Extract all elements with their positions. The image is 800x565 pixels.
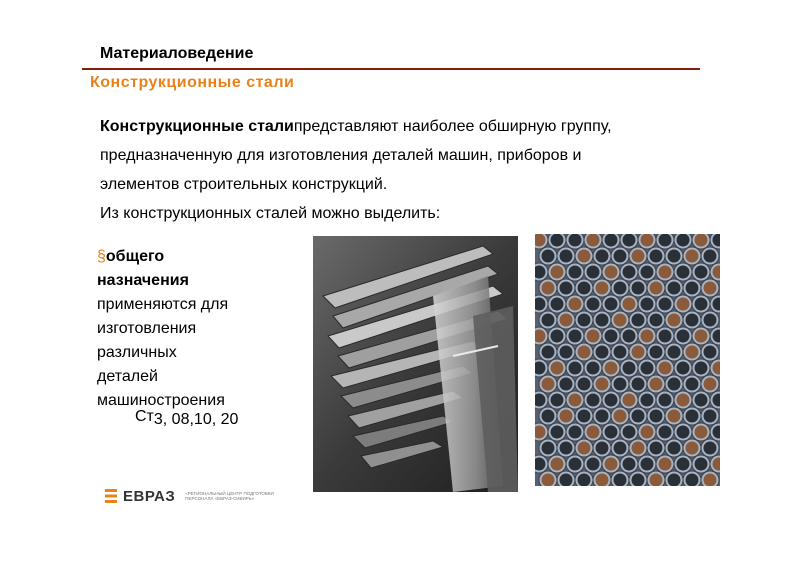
pipe-bore [542, 474, 555, 487]
pipe-bore [587, 298, 600, 311]
pipe-bore [668, 410, 681, 423]
pipe-bore [641, 362, 654, 375]
intro-line-1-rest: представляют наиболее обширную группу, [293, 118, 612, 135]
pipe-bore [632, 474, 645, 487]
pipe-bore [569, 330, 582, 343]
intro-line-2: предназначенную для изготовления деталей машин, приборов и [100, 147, 582, 164]
pipe-bore [614, 410, 627, 423]
pipe-bore [650, 346, 663, 359]
pipe-bore [704, 314, 717, 327]
pipe-bore [542, 410, 555, 423]
pipe-bore [542, 314, 555, 327]
pipe-bore [578, 346, 591, 359]
evraz-wordmark: ЕВРАЗ [123, 487, 176, 505]
pipe-bore [578, 250, 591, 263]
pipe-bore [551, 234, 564, 247]
pipe-bore [578, 282, 591, 295]
pipe-bore [641, 394, 654, 407]
pipe-bore [587, 362, 600, 375]
bullet-heading [97, 245, 307, 269]
pipe-bore [668, 346, 681, 359]
steel-bars-photo [313, 236, 518, 492]
pipe-bore [551, 458, 564, 471]
intro-paragraph [100, 112, 720, 228]
bullet-general-purpose [97, 245, 307, 413]
pipe-bore [587, 266, 600, 279]
pipe-bore [695, 234, 708, 247]
pipe-bore [596, 442, 609, 455]
pipe-bore [569, 458, 582, 471]
pipe-bore [641, 458, 654, 471]
pipe-bore [605, 426, 618, 439]
pipe-bore [668, 474, 681, 487]
intro-term: Конструкционные стали [100, 118, 294, 135]
intro-line-1 [100, 112, 720, 141]
pipe-bore [605, 362, 618, 375]
pipe-bore [668, 442, 681, 455]
pipe-bore [695, 458, 708, 471]
evraz-logo-mark-icon [105, 489, 117, 503]
pipe-bore [632, 346, 645, 359]
logo-caption: «РЕГИОНАЛЬНЫЙ ЦЕНТР ПОДГОТОВКИ ПЕРСОНАЛА «ЕВРАЗ-СИБИРЬ» [185, 491, 274, 501]
pipe-bore [659, 298, 672, 311]
pipe-bore [659, 362, 672, 375]
evraz-logo [105, 486, 285, 506]
pipe-bore [560, 250, 573, 263]
pipe-bore [695, 266, 708, 279]
pipe-bore [704, 410, 717, 423]
pipe-bore [641, 266, 654, 279]
bullet-marker: § [97, 248, 106, 265]
pipe-bore [542, 346, 555, 359]
pipe-bore [659, 330, 672, 343]
pipe-bore [659, 394, 672, 407]
pipe-bore [560, 346, 573, 359]
pipe-bore [542, 378, 555, 391]
pipe-bore [560, 314, 573, 327]
pipe-bore [605, 394, 618, 407]
pipe-bore [551, 426, 564, 439]
pipe-bore [695, 362, 708, 375]
pipe-bore [578, 474, 591, 487]
pipe-bore [704, 442, 717, 455]
pipe-bore [677, 458, 690, 471]
pipe-bore [668, 378, 681, 391]
pipe-bore [677, 330, 690, 343]
pipe-bore [614, 282, 627, 295]
pipe-bore [623, 362, 636, 375]
pipe-bore [614, 314, 627, 327]
pipe-bore [677, 394, 690, 407]
pipe-bore [650, 314, 663, 327]
pipe-bore [578, 378, 591, 391]
pipe-bore [677, 362, 690, 375]
pipe-bore [650, 474, 663, 487]
pipe-bore [623, 426, 636, 439]
pipe-bore [641, 330, 654, 343]
pipe-bore [560, 474, 573, 487]
intro-line-4: Из конструкционных сталей можно выделить: [100, 205, 441, 222]
pipe-bore [632, 442, 645, 455]
bullet-line-5: машиностроения [97, 392, 225, 409]
pipe-bore [704, 282, 717, 295]
pipe-bore [587, 234, 600, 247]
pipe-bore [587, 426, 600, 439]
pipe-bore [569, 298, 582, 311]
pipe-bore [596, 410, 609, 423]
pipe-bore [668, 250, 681, 263]
pipe-bore [605, 234, 618, 247]
pipe-bore [704, 250, 717, 263]
pipe-bore [614, 442, 627, 455]
pipe-bore [695, 298, 708, 311]
pipe-bore [668, 314, 681, 327]
bullet-heading-1: общего [105, 248, 165, 265]
pipe-bore [569, 234, 582, 247]
pipe-bore [650, 378, 663, 391]
pipe-bore [542, 442, 555, 455]
pipe-bore [614, 250, 627, 263]
pipe-bore [623, 298, 636, 311]
pipe-bore [659, 458, 672, 471]
pipe-bore [641, 426, 654, 439]
pipe-bore [623, 330, 636, 343]
pipe-bore [596, 314, 609, 327]
pipe-bore [605, 298, 618, 311]
pipe-bore [578, 410, 591, 423]
pipe-bore [569, 394, 582, 407]
header-divider [82, 68, 700, 70]
pipe-bore [677, 298, 690, 311]
intro-line-3: элементов строительных конструкций. [100, 176, 388, 193]
pipe-bore [569, 426, 582, 439]
pipe-bore [686, 442, 699, 455]
pipe-bore [605, 330, 618, 343]
pipe-bore [677, 234, 690, 247]
bullet-heading-2: назначения [97, 272, 189, 289]
bullet-line-4: деталей [97, 368, 158, 385]
pipe-bore [596, 282, 609, 295]
pipe-bore [605, 266, 618, 279]
pipe-bore [623, 458, 636, 471]
pipe-bore [587, 394, 600, 407]
bullet-line-3: различных [97, 344, 177, 361]
pipe-bore [650, 282, 663, 295]
steel-pipes-photo [535, 234, 720, 486]
pipe-bore [695, 394, 708, 407]
bullet-line-1: применяются для [97, 296, 229, 313]
pipe-bore [596, 474, 609, 487]
pipe-bore [686, 346, 699, 359]
pipe-bore [623, 234, 636, 247]
steel-grades [135, 408, 238, 429]
pipe-bore [596, 346, 609, 359]
steel-pipes-illustration [535, 234, 720, 486]
pipe-bore [632, 282, 645, 295]
pipe-bore [569, 362, 582, 375]
pipe-bore [605, 458, 618, 471]
pipe-bore [614, 346, 627, 359]
pipe-bore [560, 378, 573, 391]
pipe-bore [659, 234, 672, 247]
pipe-bore [587, 330, 600, 343]
grades-list: 3, 08,10, 20 [153, 411, 239, 428]
pipe-bore [632, 378, 645, 391]
pipe-bore [587, 458, 600, 471]
pipe-bore [578, 314, 591, 327]
bullet-line-2: изготовления [97, 320, 197, 337]
pipe-bore [596, 250, 609, 263]
pipe-bore [650, 442, 663, 455]
pipe-bore [569, 266, 582, 279]
pipe-bore [632, 410, 645, 423]
pipe-bore [686, 474, 699, 487]
pipe-bore [704, 378, 717, 391]
pipe-bore [632, 250, 645, 263]
pipe-bore [659, 426, 672, 439]
pipe-bore [641, 234, 654, 247]
pipe-bore [650, 410, 663, 423]
pipe-bore [551, 394, 564, 407]
pipe-bore [704, 346, 717, 359]
pipe-bore [686, 378, 699, 391]
pipe-bore [560, 410, 573, 423]
pipe-bore [677, 266, 690, 279]
pipe-bore [551, 266, 564, 279]
steel-bars-illustration [313, 236, 518, 492]
pipe-bore [686, 314, 699, 327]
pipe-bore [695, 330, 708, 343]
pipe-bore [623, 266, 636, 279]
pipe-bore [668, 282, 681, 295]
pipe-bore [542, 250, 555, 263]
pipe-bore [551, 298, 564, 311]
pipe-bore [677, 426, 690, 439]
pipe-bore [614, 474, 627, 487]
pipe-bore [686, 410, 699, 423]
pipe-bore [650, 250, 663, 263]
pipe-bore [659, 266, 672, 279]
pipe-bore [578, 442, 591, 455]
pipe-bore [623, 394, 636, 407]
pipe-bore [542, 282, 555, 295]
slide-title: Конструкционные стали [90, 74, 295, 91]
pipe-bore [695, 426, 708, 439]
pipe-bore [560, 282, 573, 295]
pipe-bore [560, 442, 573, 455]
pipe-bore [596, 378, 609, 391]
pipe-bore [551, 330, 564, 343]
grades-prefix: Ст [135, 408, 154, 425]
pipe-bore [686, 282, 699, 295]
pipe-bore [704, 474, 717, 487]
pipe-bore [632, 314, 645, 327]
pipe-bore [686, 250, 699, 263]
course-title: Материаловедение [100, 45, 254, 62]
pipe-bore [641, 298, 654, 311]
pipe-bore [551, 362, 564, 375]
pipe-bore [614, 378, 627, 391]
